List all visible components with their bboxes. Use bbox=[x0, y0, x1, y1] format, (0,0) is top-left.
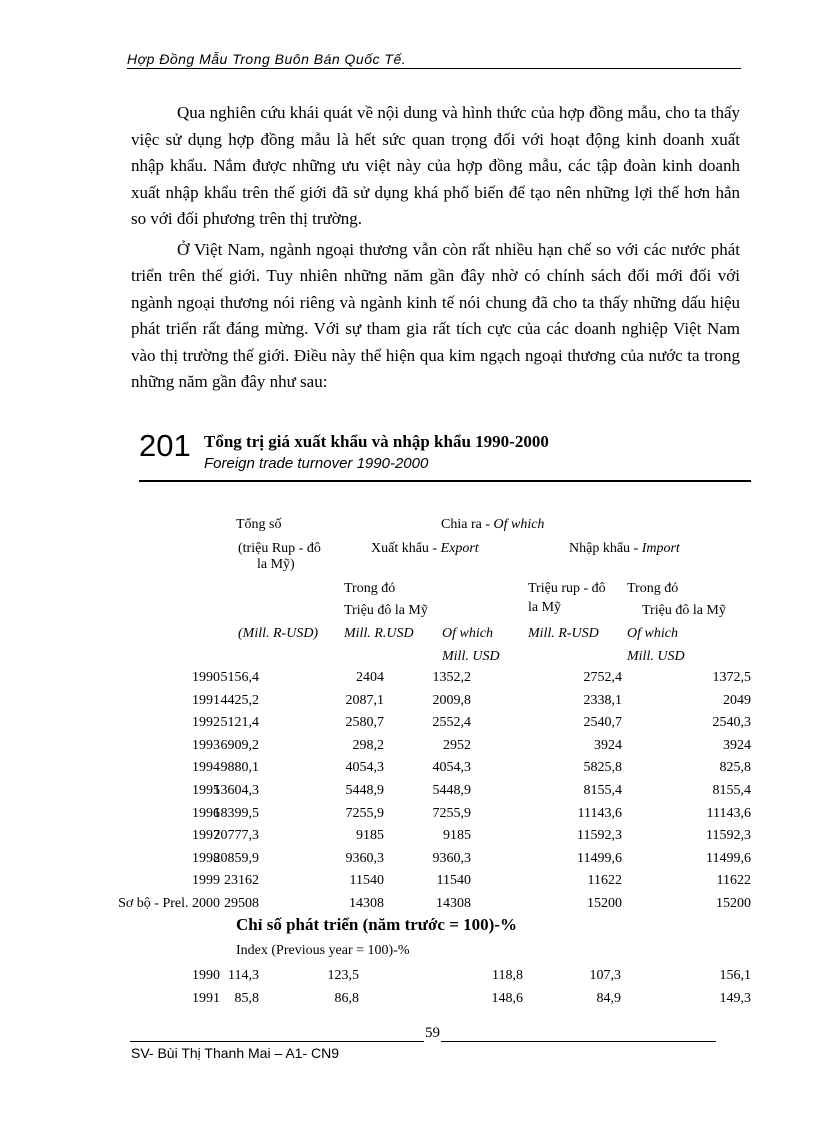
table-row: 1999 23162 11540 11540 11622 11622 bbox=[192, 873, 751, 889]
header-import-trong-do: Trong đó bbox=[627, 581, 679, 596]
table-row: 1992 5121,4 2580,7 2552,4 2540,7 2540,3 bbox=[192, 715, 751, 731]
header-mill-r-usd-total: (Mill. R-USD) bbox=[238, 626, 319, 641]
header-of-which-import: Of which bbox=[627, 626, 678, 641]
table-row: 1990 114,3 123,5 118,8 107,3 156,1 bbox=[192, 968, 751, 983]
footer-author: SV- Bùi Thị Thanh Mai – A1- CN9 bbox=[131, 1045, 340, 1061]
table-body bbox=[0, 670, 816, 919]
table-row: 1991 4425,2 2087,1 2009,8 2338,1 2049 bbox=[192, 692, 751, 708]
table-title: Tổng trị giá xuất khẩu và nhập khẩu 1990-2000 bbox=[204, 432, 549, 451]
header-of-which-export: Of which bbox=[442, 626, 493, 641]
index-title: Chỉ số phát triển (năm trước = 100)-% bbox=[236, 915, 517, 934]
header-mill-r-usd-import: Mill. R-USD bbox=[528, 626, 599, 641]
header-total: Tổng số bbox=[236, 517, 282, 532]
header-total-unit: (triệu Rup - đô bbox=[238, 541, 321, 556]
table-number: 201 bbox=[139, 428, 191, 463]
table-subtitle: Foreign trade turnover 1990-2000 bbox=[204, 455, 429, 472]
table-row: 1993 6909,2 298,2 2952 3924 3924 bbox=[192, 737, 751, 753]
header-total-unit-2: la Mỹ) bbox=[257, 557, 295, 572]
header-import: Nhập khẩu - Import bbox=[569, 541, 680, 556]
paragraph-1: Qua nghiên cứu khái quát về nội dung và hình thức của hợp đồng mẫu, cho ta thấy việc sử dụng hợp đồng mẫu là hết sức quan trọng đối với hoạt động kinh doanh xuất nhập khẩu. Nắm được những ưu việt này của hợp đồng mẫu, các tập đoàn kinh doanh xuất nhập khẩu trên thế giới đã sử dụng khá phổ biến để tạo nên những lợi thế hơn hẳn so với đối phương trên thị trường. bbox=[131, 103, 740, 228]
running-header: Hợp Đồng Mẫu Trong Buôn Bán Quốc Tế. bbox=[127, 51, 741, 69]
page-number: 59 bbox=[425, 1025, 440, 1041]
index-table-body bbox=[0, 968, 816, 1013]
table-row: 1991 85,8 86,8 148,6 84,9 149,3 bbox=[192, 990, 751, 1006]
table-heading bbox=[139, 428, 751, 482]
paragraph-2: Ở Việt Nam, ngành ngoại thương vẫn còn rất nhiều hạn chế so với các nước phát triển trên thế giới. Tuy nhiên những năm gần đây nhờ có chính sách đổi mới đối với ngành ngoại thương nói riêng và ngành kinh tế nói chung đã cho ta thấy những dấu hiệu phát triển rất đáng mừng. Với sự tham gia rất tích cực của các doanh nghiệp Việt Nam vào thị trường thế giới. Điều này thể hiện qua kim ngạch ngoại thương của nước ta trong những năm gần đây như sau: bbox=[131, 239, 740, 391]
header-export: Xuất khẩu - Export bbox=[371, 541, 479, 556]
footer-rule bbox=[130, 1041, 716, 1042]
header-import-trieu-usd: Triệu đô la Mỹ bbox=[642, 603, 726, 618]
header-export-trong-do: Trong đó bbox=[344, 581, 396, 596]
header-mill-usd-export: Mill. USD bbox=[442, 649, 500, 664]
table-row: 1990 5156,4 2404 1352,2 2752,4 1372,5 bbox=[192, 670, 751, 685]
table-row: 1996 18399,5 7255,9 7255,9 11143,6 11143,6 bbox=[192, 805, 751, 821]
header-import-la-my: la Mỹ bbox=[528, 600, 562, 615]
table-row: 1997 20777,3 9185 9185 11592,3 11592,3 bbox=[192, 828, 751, 844]
table-row: 1998 20859,9 9360,3 9360,3 11499,6 11499,6 bbox=[192, 850, 751, 866]
header-mill-r-usd-export: Mill. R.USD bbox=[344, 626, 414, 641]
index-subtitle: Index (Previous year = 100)-% bbox=[236, 943, 410, 958]
table-row: Sơ bộ - Prel. 2000 29508 14308 14308 15200 15200 bbox=[118, 895, 751, 911]
header-import-trieu-rup: Triệu rup - đô bbox=[528, 581, 606, 596]
table-row: 1994 9880,1 4054,3 4054,3 5825,8 825,8 bbox=[192, 760, 751, 776]
table-row: 1995 13604,3 5448,9 5448,9 8155,4 8155,4 bbox=[192, 782, 751, 798]
header-mill-usd-import: Mill. USD bbox=[627, 649, 685, 664]
header-export-trieu-usd: Triệu đô la Mỹ bbox=[344, 603, 428, 618]
body-text bbox=[131, 100, 740, 396]
header-of-which: Chia ra - Of which bbox=[441, 517, 545, 532]
